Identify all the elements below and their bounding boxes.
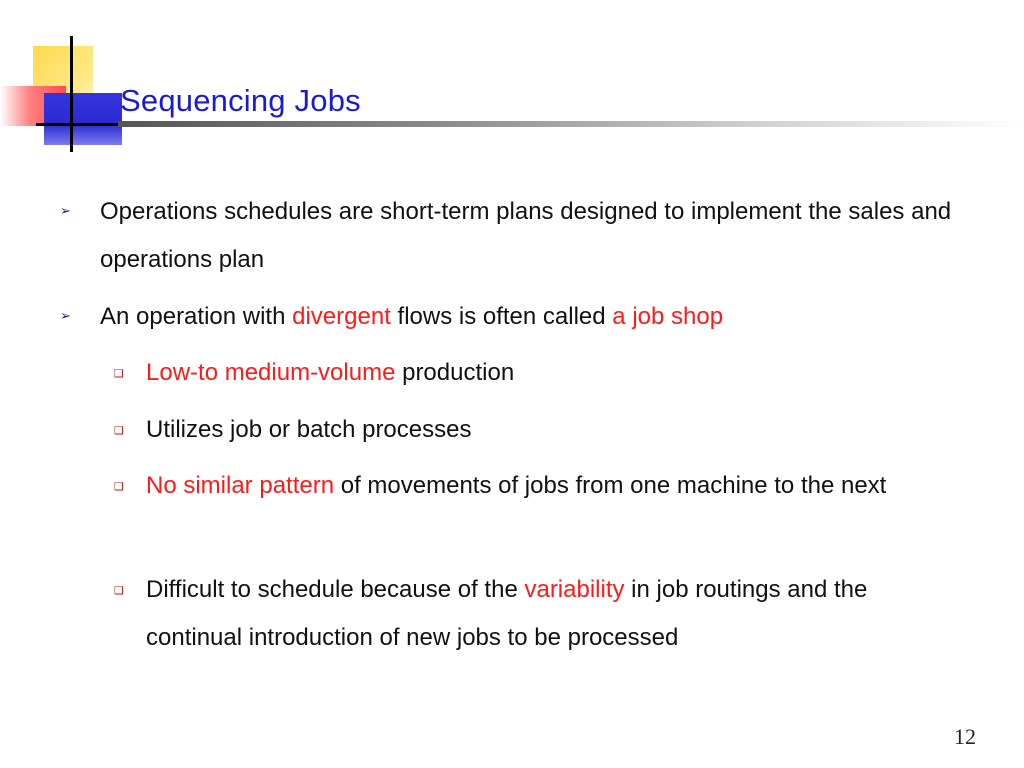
bullet-item-2 xyxy=(60,293,970,341)
highlighted-text: Low-to medium-volume xyxy=(146,359,396,386)
hollow-square-bullet-icon: ❏ xyxy=(114,367,124,380)
bullet-text-part: flows is often called xyxy=(390,303,613,330)
sub-bullet-item-3 xyxy=(114,462,946,510)
sub-bullet-item-2 xyxy=(114,406,966,454)
highlighted-text: variability xyxy=(524,576,625,603)
page-number: 12 xyxy=(954,724,976,749)
hollow-square-bullet-icon: ❏ xyxy=(114,584,124,597)
highlighted-text: No similar pattern xyxy=(146,472,335,499)
highlighted-text: a job shop xyxy=(612,303,724,330)
bullet-text-part: in job routings and the continual introduction of new jobs to be processed xyxy=(146,576,868,651)
slide-title: Sequencing Jobs xyxy=(120,83,361,118)
arrowhead-bullet-icon: ➢ xyxy=(60,204,71,219)
hollow-square-bullet-icon: ❏ xyxy=(114,480,124,493)
bullet-item-1 xyxy=(60,188,970,284)
hollow-square-bullet-icon: ❏ xyxy=(114,424,124,437)
arrowhead-bullet-icon: ➢ xyxy=(60,309,71,324)
bullet-text-part: Difficult to schedule because of the xyxy=(146,576,525,603)
bullet-text-part: An operation with xyxy=(100,303,293,330)
bullet-text: Utilizes job or batch processes xyxy=(146,416,472,443)
bullet-text-part: production xyxy=(395,359,515,386)
sub-bullet-item-1 xyxy=(114,349,966,397)
bullet-text: Operations schedules are short-term plans designed to implement the sales and operations plan xyxy=(100,198,952,273)
sub-bullet-item-4 xyxy=(114,566,926,662)
bullet-text-part: of movements of jobs from one machine to the next xyxy=(334,472,887,499)
highlighted-text: divergent xyxy=(292,303,391,330)
